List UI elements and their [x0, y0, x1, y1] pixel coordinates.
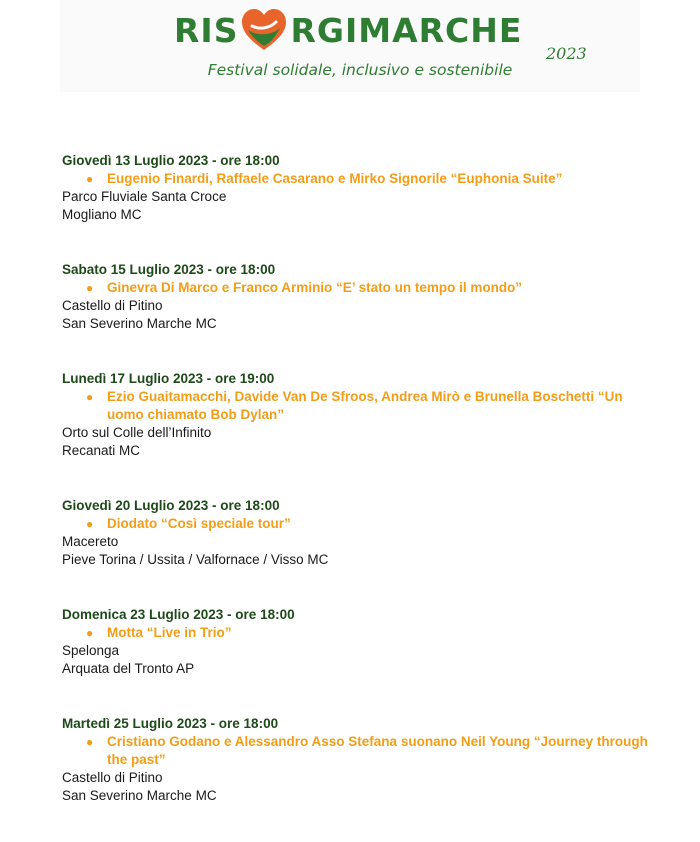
bullet-icon: ●: [86, 735, 94, 749]
bullet-icon: ●: [86, 517, 94, 531]
event-date: Giovedì 20 Luglio 2023 - ore 18:00: [62, 498, 280, 513]
logo-text-right: RGIMARCHE: [290, 10, 523, 50]
event-venue: Spelonga: [62, 643, 120, 658]
event-artist-text: Motta “Live in Trio”: [107, 625, 232, 640]
event-artist: [62, 170, 662, 188]
event-item: [62, 370, 662, 460]
event-venue: Castello di Pitino: [62, 298, 163, 313]
event-item: [62, 606, 662, 678]
event-artist-text: Diodato “Così speciale tour”: [107, 516, 291, 531]
event-date: Domenica 23 Luglio 2023 - ore 18:00: [62, 607, 295, 622]
event-date: Martedì 25 Luglio 2023 - ore 18:00: [62, 716, 279, 731]
event-artist: [62, 733, 662, 769]
event-town: San Severino Marche MC: [62, 788, 217, 803]
event-list: [62, 152, 662, 842]
event-town: Arquata del Tronto AP: [62, 661, 195, 676]
event-town: Recanati MC: [62, 443, 141, 458]
event-venue: Macereto: [62, 534, 119, 549]
event-item: [62, 152, 662, 224]
event-venue: Parco Fluviale Santa Croce: [62, 189, 227, 204]
event-date: Sabato 15 Luglio 2023 - ore 18:00: [62, 262, 276, 277]
festival-tagline: Festival solidale, inclusivo e sostenibile: [207, 61, 513, 79]
event-artist-text: Eugenio Finardi, Raffaele Casarano e Mirko Signorile “Euphonia Suite”: [107, 171, 563, 186]
event-town: Pieve Torina / Ussita / Valfornace / Visso MC: [62, 552, 329, 567]
bullet-icon: ●: [86, 626, 94, 640]
event-venue: Castello di Pitino: [62, 770, 163, 785]
event-artist-text: Ginevra Di Marco e Franco Arminio “E’ stato un tempo il mondo”: [107, 280, 523, 295]
event-town: Mogliano MC: [62, 207, 142, 222]
bullet-icon: ●: [86, 281, 94, 295]
event-venue: Orto sul Colle dell’Infinito: [62, 425, 212, 440]
header-banner: [60, 0, 640, 92]
event-artist: [62, 388, 662, 424]
bullet-icon: ●: [86, 172, 94, 186]
event-artist-text: Ezio Guaitamacchi, Davide Van De Sfroos, Andrea Mirò e Brunella Boschetti “Un uomo chiamato Bob Dylan”: [107, 389, 623, 422]
logo-text-left: RIS: [174, 10, 239, 50]
event-artist: [62, 624, 662, 642]
event-artist-text: Cristiano Godano e Alessandro Asso Stefana suonano Neil Young “Journey through the past”: [107, 734, 648, 767]
event-town: San Severino Marche MC: [62, 316, 217, 331]
event-item: [62, 497, 662, 569]
event-artist: [62, 279, 662, 297]
festival-logo: [174, 4, 534, 56]
event-artist: [62, 515, 662, 533]
event-item: [62, 261, 662, 333]
event-date: Lunedì 17 Luglio 2023 - ore 19:00: [62, 371, 275, 386]
event-date: Giovedì 13 Luglio 2023 - ore 18:00: [62, 153, 280, 168]
event-item: [62, 715, 662, 805]
heart-icon: [240, 6, 288, 54]
bullet-icon: ●: [86, 390, 94, 404]
logo-year: 2023: [546, 44, 587, 63]
